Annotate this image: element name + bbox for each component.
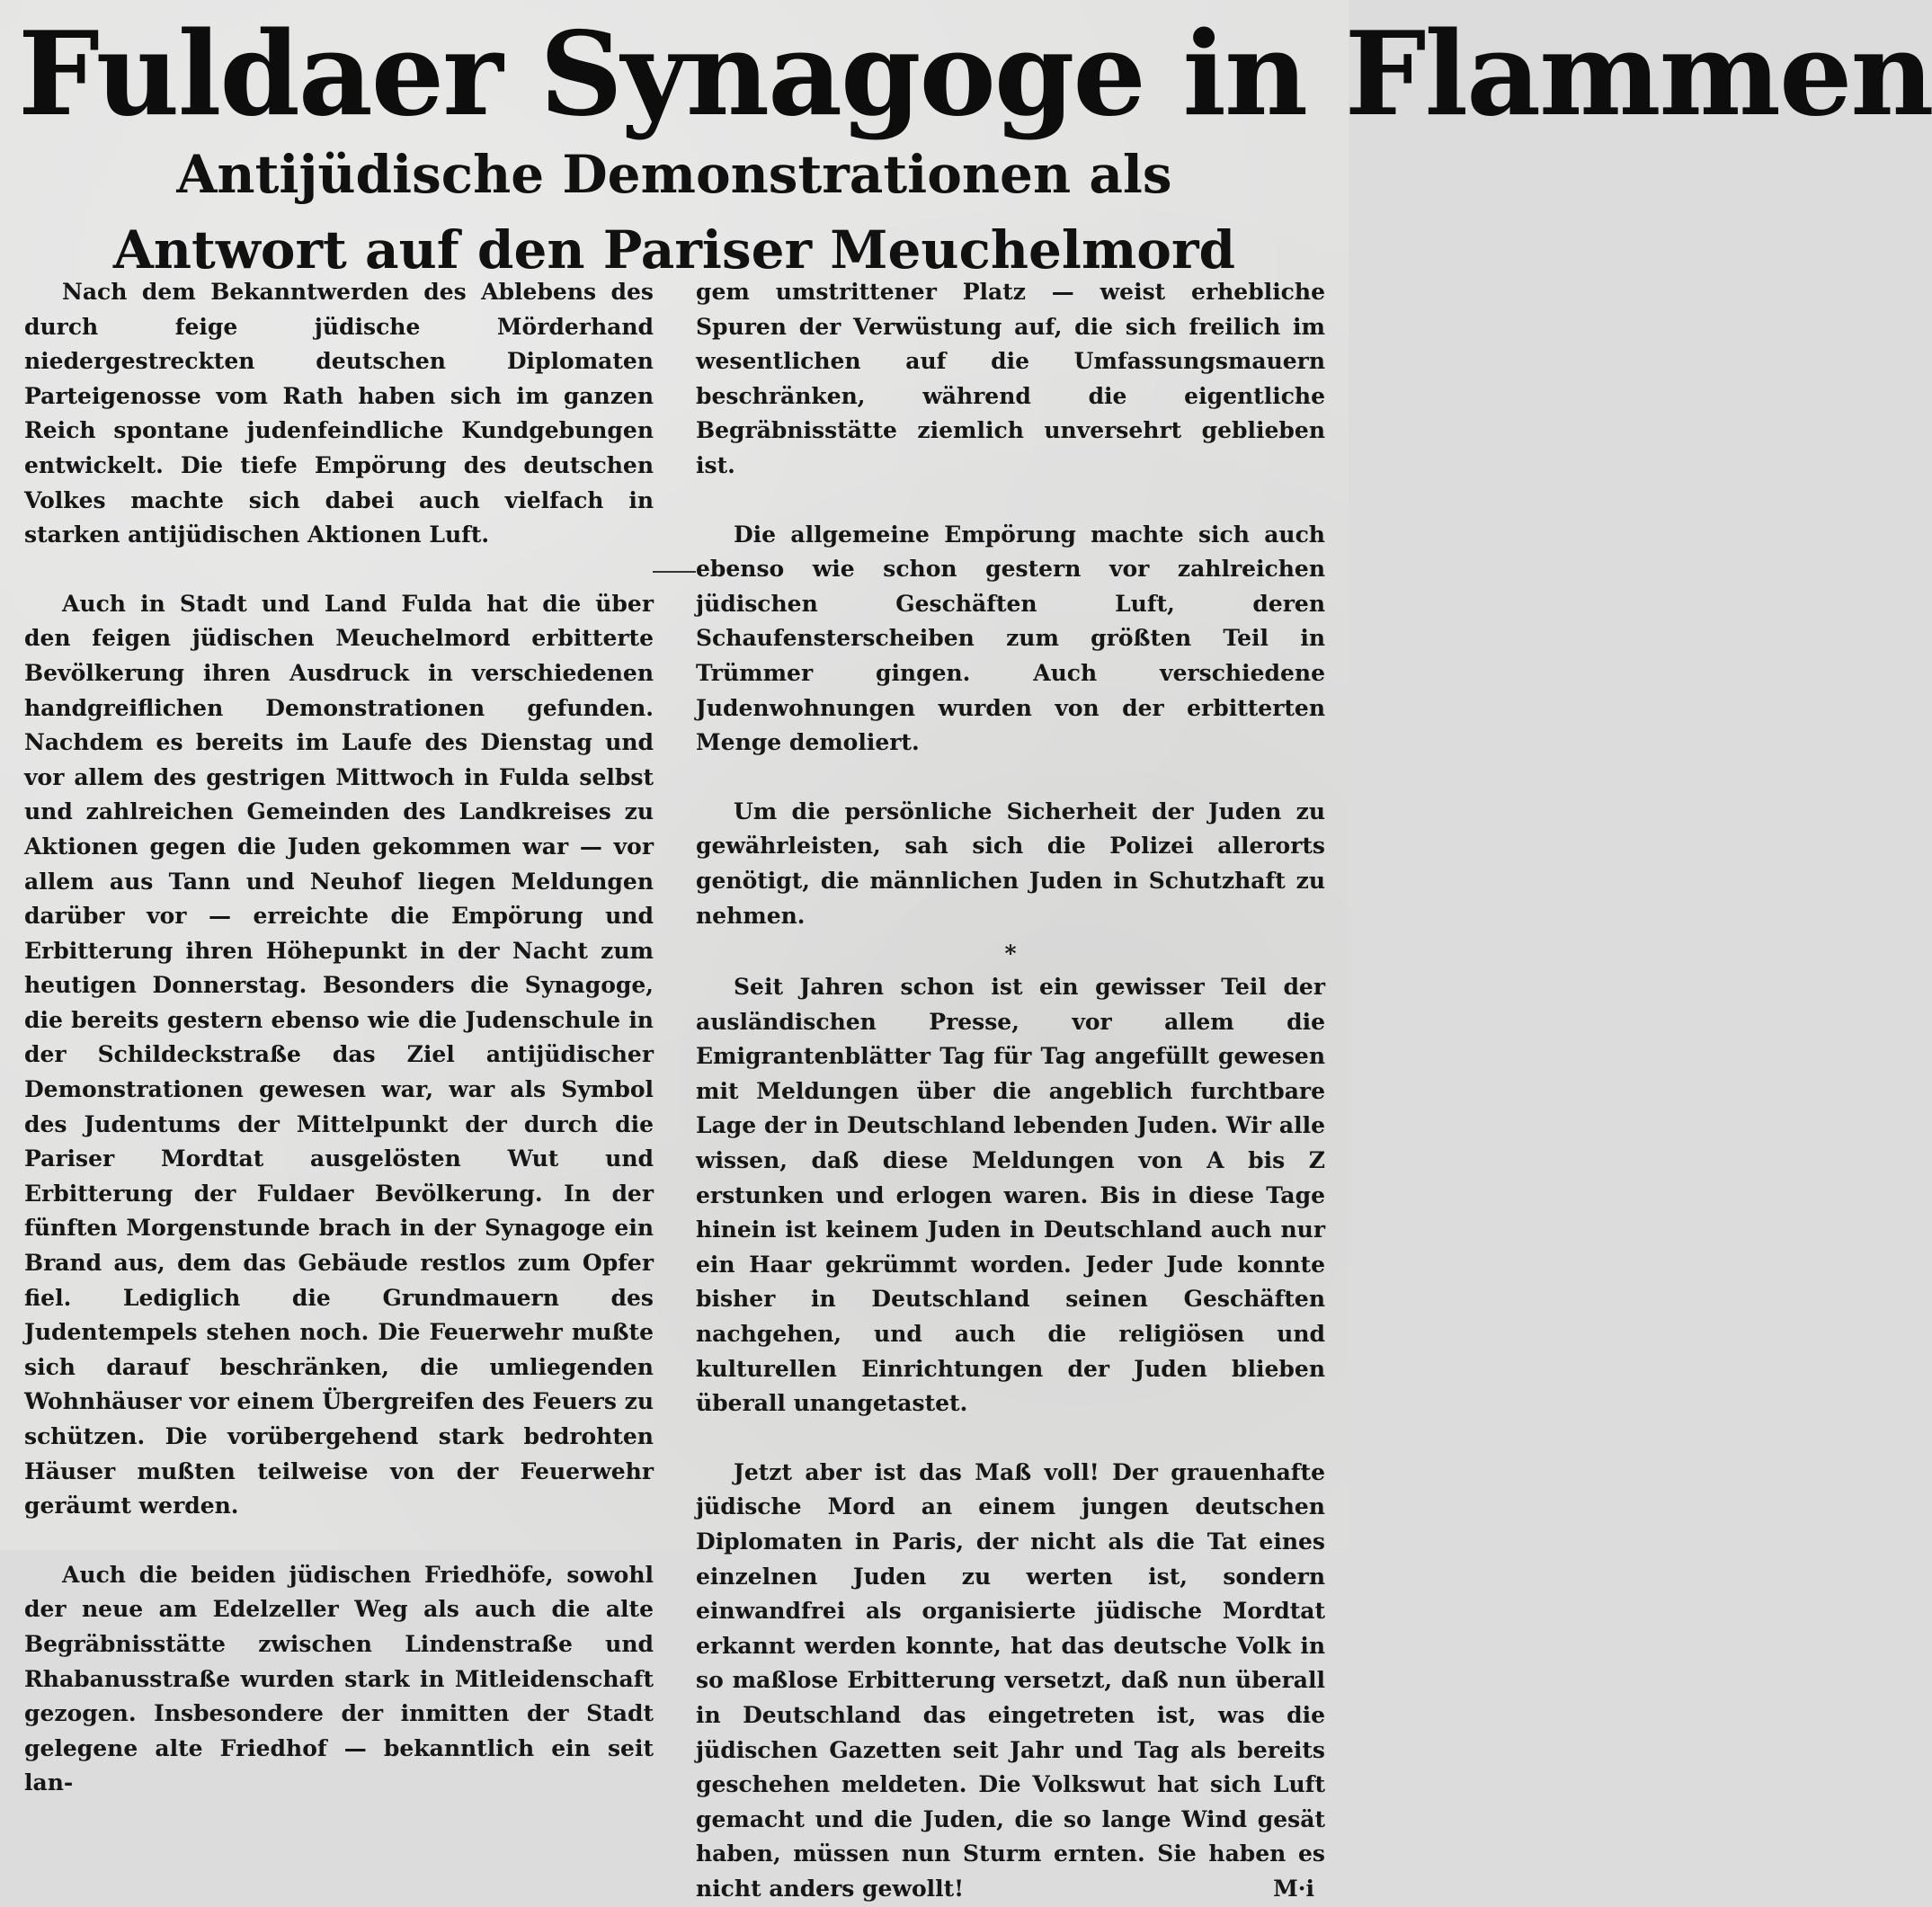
- paragraph: Nach dem Bekanntwerden des Ablebens des durch feige jüdische Mörderhand niedergestreckten deutschen Diplomaten Parteigenosse vom Rath haben sich im ganzen Reich spontane judenfeindliche Kundgebungen entwickelt. Die tiefe Empörung des deutschen Volkes machte sich dabei auch vielfach in starken antijüdischen Aktionen Luft.: [24, 279, 654, 548]
- section-asterism: *: [1004, 940, 1017, 967]
- column-divider-mark: [653, 571, 696, 573]
- right-column: [696, 275, 1325, 1907]
- final-paragraph-text: Jetzt aber ist das Maß voll! Der grauenhafte jüdische Mord an einem jungen deutschen Diplomaten in Paris, der nicht als die Tat eines einzelnen Juden zu werten ist, sondern einwandfrei als organisierte jüdische Mordtat erkannt werden konnte, hat das deutsche Volk in so maßlose Erbitterung versetzt, daß nun überall in Deutschland das eingetreten ist, was die jüdischen Gazetten seit Jahr und Tag als bereits geschehen meldeten. Die Volkswut hat sich Luft gemacht und die Juden, die so lange Wind gesät haben, müssen nun Sturm ernten. Sie haben es nicht anders gewollt!: [696, 1458, 1325, 1902]
- paragraph: Um die persönliche Sicherheit der Juden zu gewährleisten, sah sich die Polizei allerorts genötigt, die männlichen Juden in Schutzhaft zu nehmen.: [696, 798, 1325, 929]
- subheadline: Antijüdische Demonstrationen als Antwort auf den Pariser Meuchelmord: [112, 144, 1236, 281]
- paragraph: Auch in Stadt und Land Fulda hat die über den feigen jüdischen Meuchelmord erbitterte Bevölkerung ihren Ausdruck in verschiedenen handgreiflichen Demonstrationen gefunden. Nachdem es bereits im Laufe des Dienstag und vor allem des gestrigen Mittwoch in Fulda selbst und zahlreichen Gemeinden des Landkreises zu Aktionen gegen die Juden gekommen war — vor allem aus Tann und Neuhof liegen Meldungen darüber vor — erreichte die Empörung und Erbitterung ihren Höhepunkt in der Nacht zum heutigen Donnerstag. Besonders die Synagoge, die bereits gestern ebenso wie die Judenschule in der Schildeckstraße das Ziel antijüdischer Demonstrationen gewesen war, war als Symbol des Judentums der Mittelpunkt der durch die Pariser Mordtat ausgelösten Wut und Erbitterung der Fuldaer Bevölkerung. In der fünften Morgenstunde brach in der Synagoge ein Brand aus, dem das Gebäude restlos zum Opfer fiel. Lediglich die Grundmauern des Judentempels stehen noch. Die Feuerwehr mußte sich darauf beschränken, die umliegenden Wohnhäuser vor einem Übergreifen des Feuers zu schützen. Die vorübergehend stark bedrohten Häuser mußten teilweise von der Feuerwehr geräumt werden.: [24, 590, 654, 1519]
- left-column: [24, 275, 654, 1801]
- final-paragraph: [696, 1456, 1325, 1907]
- paragraph: Auch die beiden jüdischen Friedhöfe, sowohl der neue am Edelzeller Weg als auch die alte Begräbnisstätte zwischen Lindenstraße und Rhabanusstraße wurden stark in Mitleidenschaft gezogen. Insbesondere der inmitten der Stadt gelegene alte Friedhof — bekanntlich ein seit lan-: [24, 1561, 654, 1796]
- author-signature: M·i: [1273, 1875, 1314, 1902]
- paragraph: Die allgemeine Empörung machte sich auch ebenso wie schon gestern vor zahlreichen jüdischen Geschäften Luft, deren Schaufensterscheiben zum größten Teil in Trümmer gingen. Auch verschiedene Judenwohnungen wurden von der erbitterten Menge demoliert.: [696, 521, 1325, 756]
- headline: Fuldaer Synagoge in Flammen: [18, 7, 1932, 142]
- paragraph: Seit Jahren schon ist ein gewisser Teil der ausländischen Presse, vor allem die Emigrantenblätter Tag für Tag angefüllt gewesen mit Meldungen über die angeblich furchtbare Lage der in Deutschland lebenden Juden. Wir alle wissen, daß diese Meldungen von A bis Z erstunken und erlogen waren. Bis in diese Tage hinein ist keinem Juden in Deutschland auch nur ein Haar gekrümmt worden. Jeder Jude konnte bisher in Deutschland seinen Geschäften nachgehen, und auch die religiösen und kulturellen Einrichtungen der Juden blieben überall unangetastet.: [696, 974, 1325, 1417]
- paragraph-continuation: gem umstrittener Platz — weist erhebliche Spuren der Verwüstung auf, die sich freilich im wesentlichen auf die Umfassungsmauern beschränken, während die eigentliche Begräbnisstätte ziemlich unversehrt geblieben ist.: [696, 279, 1325, 478]
